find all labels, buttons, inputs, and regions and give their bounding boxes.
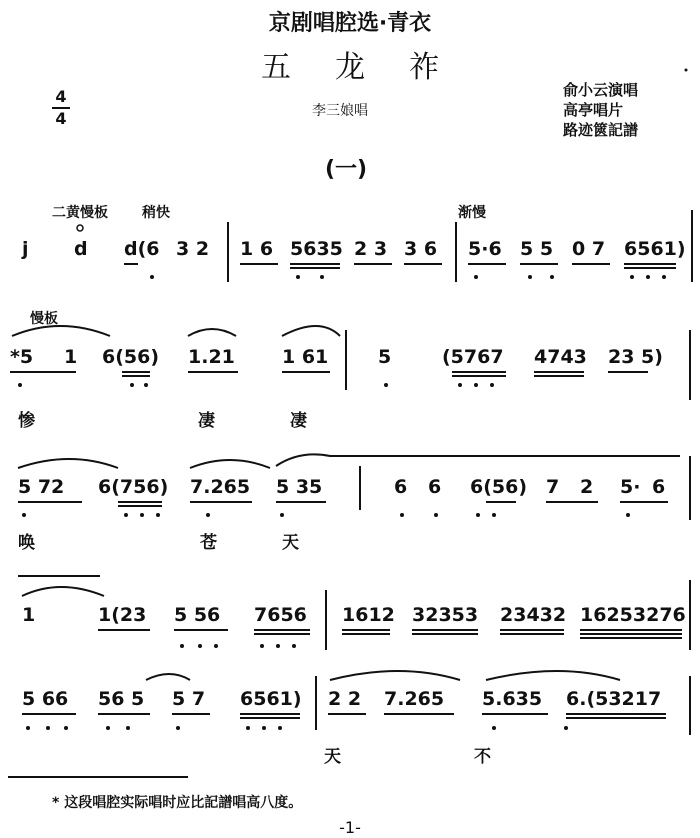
- note: 5 56: [174, 604, 221, 626]
- note: *5: [10, 346, 34, 368]
- lyric: 凄: [290, 411, 307, 431]
- note: 5 35: [276, 476, 323, 498]
- note: 4743: [534, 346, 587, 368]
- note: 6.(53217: [566, 688, 662, 710]
- note: 0 7: [572, 238, 606, 260]
- note: 1: [64, 346, 78, 368]
- lyric: 凄: [198, 411, 215, 431]
- tempo-manban: 慢板: [30, 311, 58, 327]
- singer-label: 李三娘唱: [312, 103, 368, 119]
- meter-top: 4: [55, 87, 67, 106]
- lyric: 不: [474, 747, 491, 767]
- credit-performer: 俞小云演唱: [563, 81, 639, 99]
- section-number: (一): [325, 157, 368, 182]
- note: 5 72: [18, 476, 65, 498]
- note: 5 66: [22, 688, 69, 710]
- note: j: [22, 238, 29, 260]
- note: 5635: [290, 238, 343, 260]
- note: 7: [546, 476, 560, 498]
- book-title: 京剧唱腔选·青衣: [268, 11, 432, 36]
- note: 56 5: [98, 688, 145, 710]
- footnote: * 这段唱腔实际唱时应比記譜唱高八度。: [52, 795, 303, 811]
- lyric: 唤: [18, 533, 35, 553]
- note: 5: [378, 346, 392, 368]
- slur: [486, 671, 620, 680]
- tempo-shaokuai: 稍快: [142, 205, 170, 221]
- note: 3 6: [404, 238, 438, 260]
- lyric: 惨: [18, 411, 35, 431]
- piece-title: 五龙祚: [261, 50, 483, 85]
- note: 5·: [620, 476, 641, 498]
- slur: [330, 671, 460, 680]
- credit-record: 高亭唱片: [563, 101, 624, 119]
- note: 6561): [624, 238, 686, 260]
- note: 23432: [500, 604, 567, 626]
- note: 1: [22, 604, 36, 626]
- note: 2 2: [328, 688, 362, 710]
- note: (5767: [442, 346, 504, 368]
- credit-transcriber: 路迹篋記譜: [563, 121, 639, 139]
- slur: [22, 587, 104, 596]
- note: d(6: [124, 238, 160, 260]
- note: 5·6: [468, 238, 502, 260]
- note: 1 6: [240, 238, 274, 260]
- note: 23 5): [608, 346, 663, 368]
- slur: [190, 460, 270, 468]
- note: 1.21: [188, 346, 235, 368]
- note: 32353: [412, 604, 479, 626]
- note: 1612: [342, 604, 395, 626]
- slur: [12, 326, 110, 336]
- note: 2: [580, 476, 594, 498]
- note: 6: [394, 476, 408, 498]
- lyric: 天: [282, 533, 299, 553]
- note: 6: [652, 476, 666, 498]
- note: 3 2: [176, 238, 210, 260]
- note: 2 3: [354, 238, 388, 260]
- note: d: [74, 238, 88, 260]
- slur: [146, 674, 190, 680]
- slur: [18, 459, 118, 468]
- tempo-jianman: 渐慢: [458, 205, 486, 221]
- note: 6(56): [470, 476, 528, 498]
- note: 7.265: [190, 476, 251, 498]
- meter-bottom: 4: [55, 109, 67, 128]
- slur: [188, 329, 236, 336]
- note: 1(23: [98, 604, 147, 626]
- slur: [276, 454, 680, 466]
- note: 7656: [254, 604, 307, 626]
- page-number: -1-: [339, 818, 361, 837]
- note: 6: [428, 476, 442, 498]
- note: 5.635: [482, 688, 543, 710]
- octave-dot: [150, 275, 154, 279]
- note: 16253276: [580, 604, 686, 626]
- note: 6561): [240, 688, 302, 710]
- slur: [282, 326, 340, 336]
- note: 1 61: [282, 346, 329, 368]
- footnote-rule: [8, 776, 188, 778]
- note: 5 5: [520, 238, 554, 260]
- note: 6(756): [98, 476, 169, 498]
- lyric: 天: [324, 747, 341, 767]
- lyric: 苍: [200, 533, 217, 553]
- note: 5 7: [172, 688, 206, 710]
- note: 7.265: [384, 688, 445, 710]
- note: 6(56): [102, 346, 160, 368]
- tempo-erhuang-manban: 二黄慢板: [52, 205, 108, 221]
